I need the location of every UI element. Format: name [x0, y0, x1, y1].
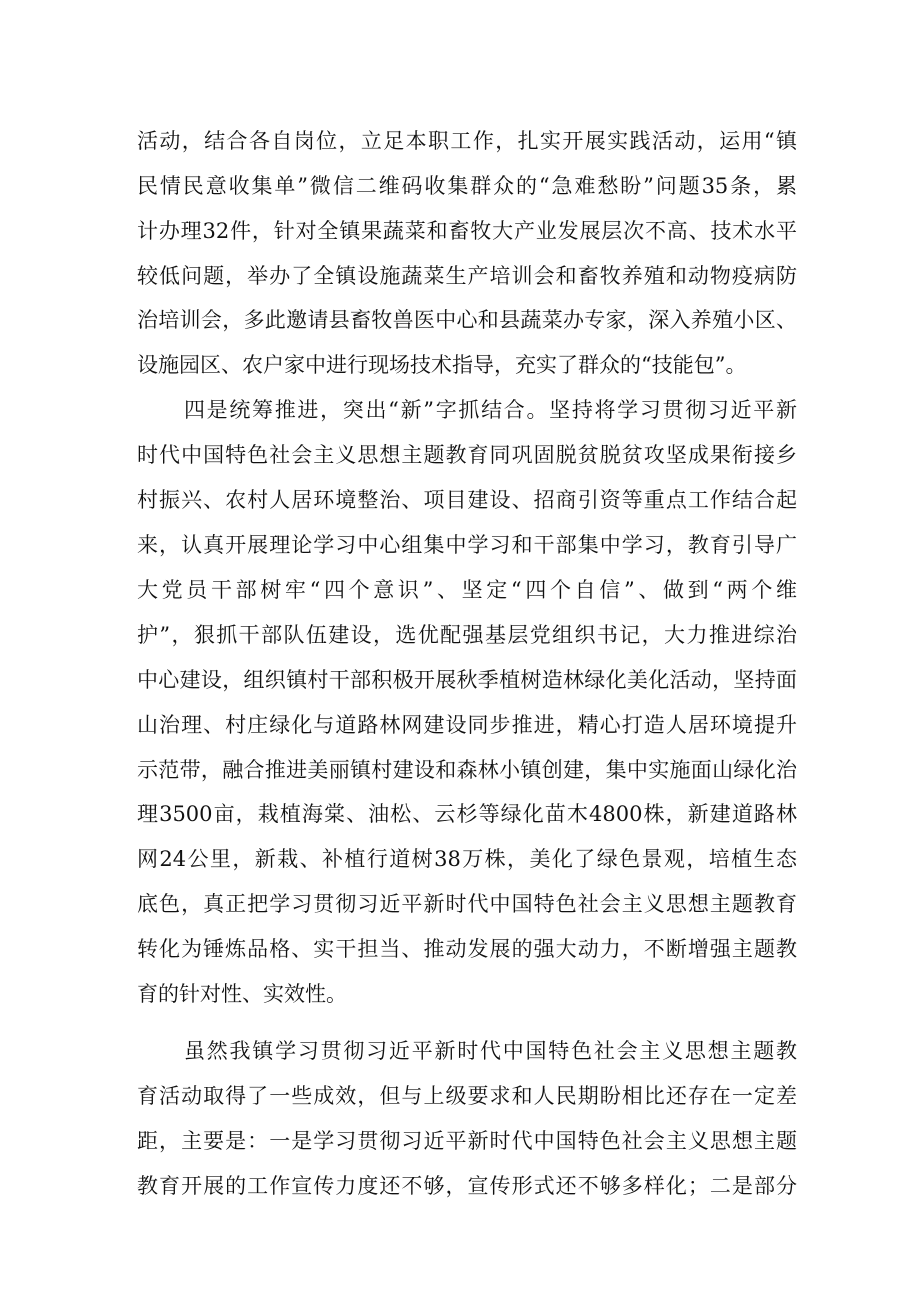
paragraph-1-line-1: 活动，结合各自岗位，立足本职工作，扎实开展实践活动，运用“镇 [137, 129, 797, 153]
paragraph-2-line-1: 四是统筹推进，突出“新”字抓结合。坚持将学习贯彻习近平新 [184, 398, 797, 422]
paragraph-1-line-6: 设施园区、农户家中进行现场技术指导，充实了群众的“技能包”。 [137, 353, 747, 377]
paragraph-2-line-9: 示范带，融合推进美丽镇村建设和森林小镇创建，集中实施面山绿化治 [137, 758, 797, 782]
paragraph-2-line-5: 大党员干部树牢“四个意识”、坚定“四个自信”、做到“两个维 [137, 578, 797, 602]
paragraph-3-line-1: 虽然我镇学习贯彻习近平新时代中国特色社会主义思想主题教 [184, 1039, 797, 1063]
paragraph-2-line-13: 转化为锤炼品格、实干担当、推动发展的强大动力，不断增强主题教 [137, 937, 797, 961]
paragraph-2-line-8: 山治理、村庄绿化与道路林网建设同步推进，精心打造人居环境提升 [137, 713, 797, 737]
paragraph-1-line-5: 治培训会，多此邀请县畜牧兽医中心和县蔬菜办专家，深入养殖小区、 [137, 308, 797, 332]
paragraph-3-line-4: 教育开展的工作宣传力度还不够，宣传形式还不够多样化；二是部分 [137, 1174, 797, 1198]
paragraph-2-line-2: 时代中国特色社会主义思想主题教育同巩固脱贫脱贫攻坚成果衔接乡 [137, 443, 797, 467]
paragraph-2-line-7: 中心建设，组织镇村干部积极开展秋季植树造林绿化美化活动，坚持面 [137, 668, 797, 692]
paragraph-2-line-6: 护”，狠抓干部队伍建设，选优配强基层党组织书记，大力推进综治 [137, 623, 797, 647]
paragraph-1-line-3: 计办理32件，针对全镇果蔬菜和畜牧大产业发展层次不高、技术水平 [137, 219, 797, 243]
paragraph-2-line-14: 育的针对性、实效性。 [137, 982, 347, 1006]
paragraph-3-line-2: 育活动取得了一些成效，但与上级要求和人民期盼相比还存在一定差 [137, 1084, 797, 1108]
paragraph-2-line-4: 来，认真开展理论学习中心组集中学习和干部集中学习，教育引导广 [137, 533, 797, 557]
paragraph-1-line-4: 较低问题，举办了全镇设施蔬菜生产培训会和畜牧养殖和动物疫病防 [137, 264, 797, 288]
paragraph-2-line-11: 网24公里，新栽、补植行道树38万株，美化了绿色景观，培植生态 [137, 847, 797, 871]
paragraph-1-line-2: 民情民意收集单”微信二维码收集群众的“急难愁盼”问题35条，累 [137, 174, 797, 198]
paragraph-2-line-10: 理3500亩，栽植海棠、油松、云杉等绿化苗木4800株，新建道路林 [137, 802, 797, 826]
paragraph-3-line-3: 距，主要是：一是学习贯彻习近平新时代中国特色社会主义思想主题 [137, 1129, 797, 1153]
paragraph-2-line-12: 底色，真正把学习贯彻习近平新时代中国特色社会主义思想主题教育 [137, 892, 797, 916]
paragraph-2-line-3: 村振兴、农村人居环境整治、项目建设、招商引资等重点工作结合起 [137, 488, 797, 512]
